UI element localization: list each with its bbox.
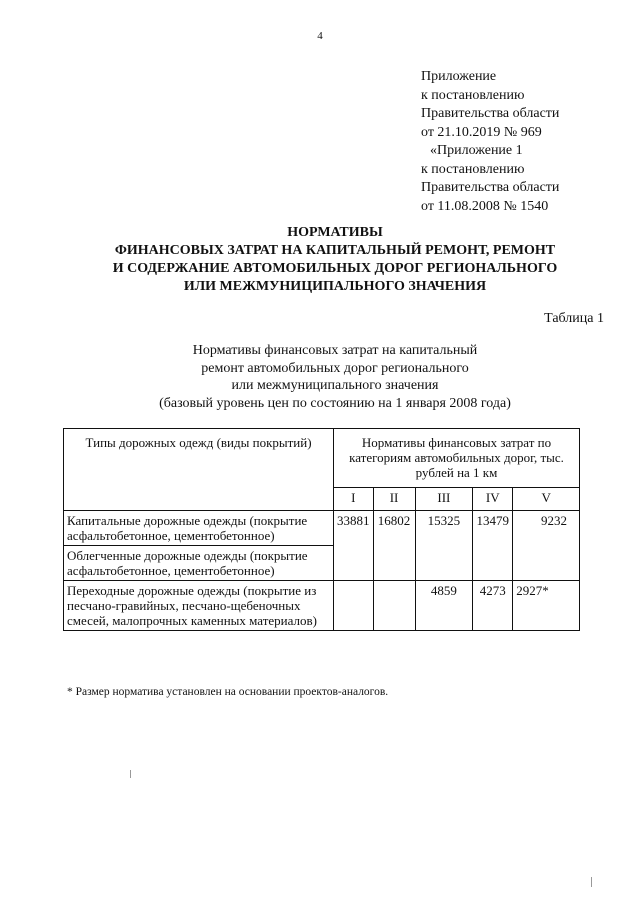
header-norm: Нормативы финансовых затрат по категориям автомобильных дорог, тыс. рублей на 1 км (334, 429, 580, 488)
row-label: Переходные дорожные одежды (покрытие из песчано-гравийных, песчано-щебеночных смесей, малопрочных каменных материалов) (64, 581, 334, 631)
table-header-row (64, 429, 580, 488)
table-label: Таблица 1 (544, 311, 604, 326)
value-cell (334, 581, 374, 631)
page-number: 4 (317, 30, 323, 42)
document-title (70, 224, 600, 296)
category-cell: III (415, 488, 473, 511)
value-cell: 2927* (513, 581, 580, 631)
title-line: НОРМАТИВЫ (287, 225, 383, 240)
title-line: ФИНАНСОВЫХ ЗАТРАТ НА КАПИТАЛЬНЫЙ РЕМОНТ, РЕМОНТ (114, 243, 556, 258)
value-cell: 16802 (373, 511, 415, 581)
category-cell: II (373, 488, 415, 511)
scan-mark (591, 877, 592, 887)
row-label: Облегченные дорожные одежды (покрытие асфальтобетонное, цементобетонное) (64, 546, 334, 581)
scan-mark (130, 770, 131, 778)
table-row (64, 511, 580, 546)
appendix-line: от 21.10.2019 № 969 (421, 124, 542, 140)
value-cell: 9232 (513, 511, 580, 581)
caption-line: ремонт автомобильных дорог регионального (201, 360, 469, 376)
caption-line: Нормативы финансовых затрат на капитальный (192, 343, 478, 358)
title-line: И СОДЕРЖАНИЕ АВТОМОБИЛЬНЫХ ДОРОГ РЕГИОНАЛЬНОГО (112, 261, 558, 276)
value-cell: 33881 (334, 511, 374, 581)
norms-table (63, 428, 580, 631)
category-cell: V (513, 488, 580, 511)
value-cell: 15325 (415, 511, 473, 581)
caption-line: или межмуниципального значения (231, 378, 439, 393)
appendix-line: Правительства области (421, 180, 560, 195)
appendix-line: Правительства области (421, 106, 560, 121)
value-cell: 4273 (473, 581, 513, 631)
value-cell (373, 581, 415, 631)
table-row (64, 581, 580, 631)
row-label: Капитальные дорожные одежды (покрытие асфальтобетонное, цементобетонное) (64, 511, 334, 546)
appendix-line: к постановлению (421, 87, 525, 103)
appendix-line: Приложение (421, 69, 497, 84)
appendix-line: от 11.08.2008 № 1540 (421, 198, 549, 214)
category-cell: I (334, 488, 374, 511)
caption-line: (базовый уровень цен по состоянию на 1 января 2008 года) (159, 395, 511, 411)
appendix-line: к постановлению (421, 161, 525, 177)
appendix-line: «Приложение 1 (430, 143, 523, 158)
value-cell: 4859 (415, 581, 473, 631)
appendix-block (421, 68, 631, 216)
title-line: ИЛИ МЕЖМУНИЦИПАЛЬНОГО ЗНАЧЕНИЯ (183, 279, 487, 294)
header-type: Типы дорожных одежд (виды покрытий) (64, 429, 334, 511)
category-cell: IV (473, 488, 513, 511)
value-cell: 13479 (473, 511, 513, 581)
footnote: * Размер норматива установлен на основании проектов-аналогов. (67, 686, 389, 698)
table-caption (95, 342, 575, 412)
